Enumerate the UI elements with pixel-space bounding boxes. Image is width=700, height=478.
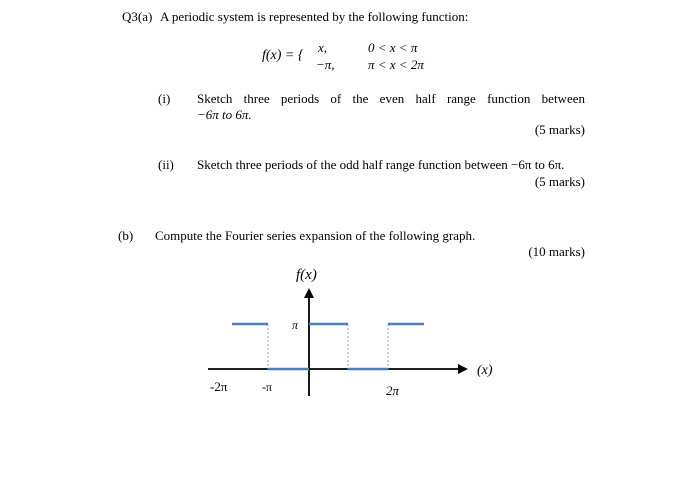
tick-label-neg-pi: -π xyxy=(262,380,273,394)
part-i-text-line2: −6π to 6π. xyxy=(197,107,252,122)
pi-level-label: π xyxy=(292,318,299,332)
part-b-marks: (10 marks) xyxy=(528,244,585,259)
x-axis-arrow xyxy=(458,364,468,374)
case1-condition: 0 < x < π xyxy=(368,40,418,55)
case2-condition: π < x < 2π xyxy=(368,57,424,72)
part-b-label: (b) xyxy=(118,228,134,243)
intro-text: A periodic system is represented by the following function: xyxy=(160,9,469,24)
case2-expression: −π, xyxy=(316,57,335,72)
part-ii-label: (ii) xyxy=(158,157,174,172)
part-ii-marks: (5 marks) xyxy=(534,174,585,189)
tick-label-2pi: 2π xyxy=(386,383,400,398)
tick-label-neg-2pi: -2π xyxy=(210,379,228,394)
case1-expression: x, xyxy=(318,40,328,55)
function-lhs: f(x) = { xyxy=(262,48,304,63)
part-i-text-line1: Sketch three periods of the even half range function between xyxy=(197,91,585,106)
y-axis-arrow xyxy=(304,288,314,298)
part-b-text: Compute the Fourier series expansion of the following graph. xyxy=(155,228,476,243)
question-header: Q3(a) xyxy=(122,9,153,24)
y-axis-label: f(x) xyxy=(296,267,317,283)
part-i-label: (i) xyxy=(158,91,171,106)
x-axis-label: (x) xyxy=(477,363,493,378)
part-i-marks: (5 marks) xyxy=(534,122,585,137)
part-ii-text: Sketch three periods of the odd half range function between −6π to 6π. xyxy=(197,157,565,172)
